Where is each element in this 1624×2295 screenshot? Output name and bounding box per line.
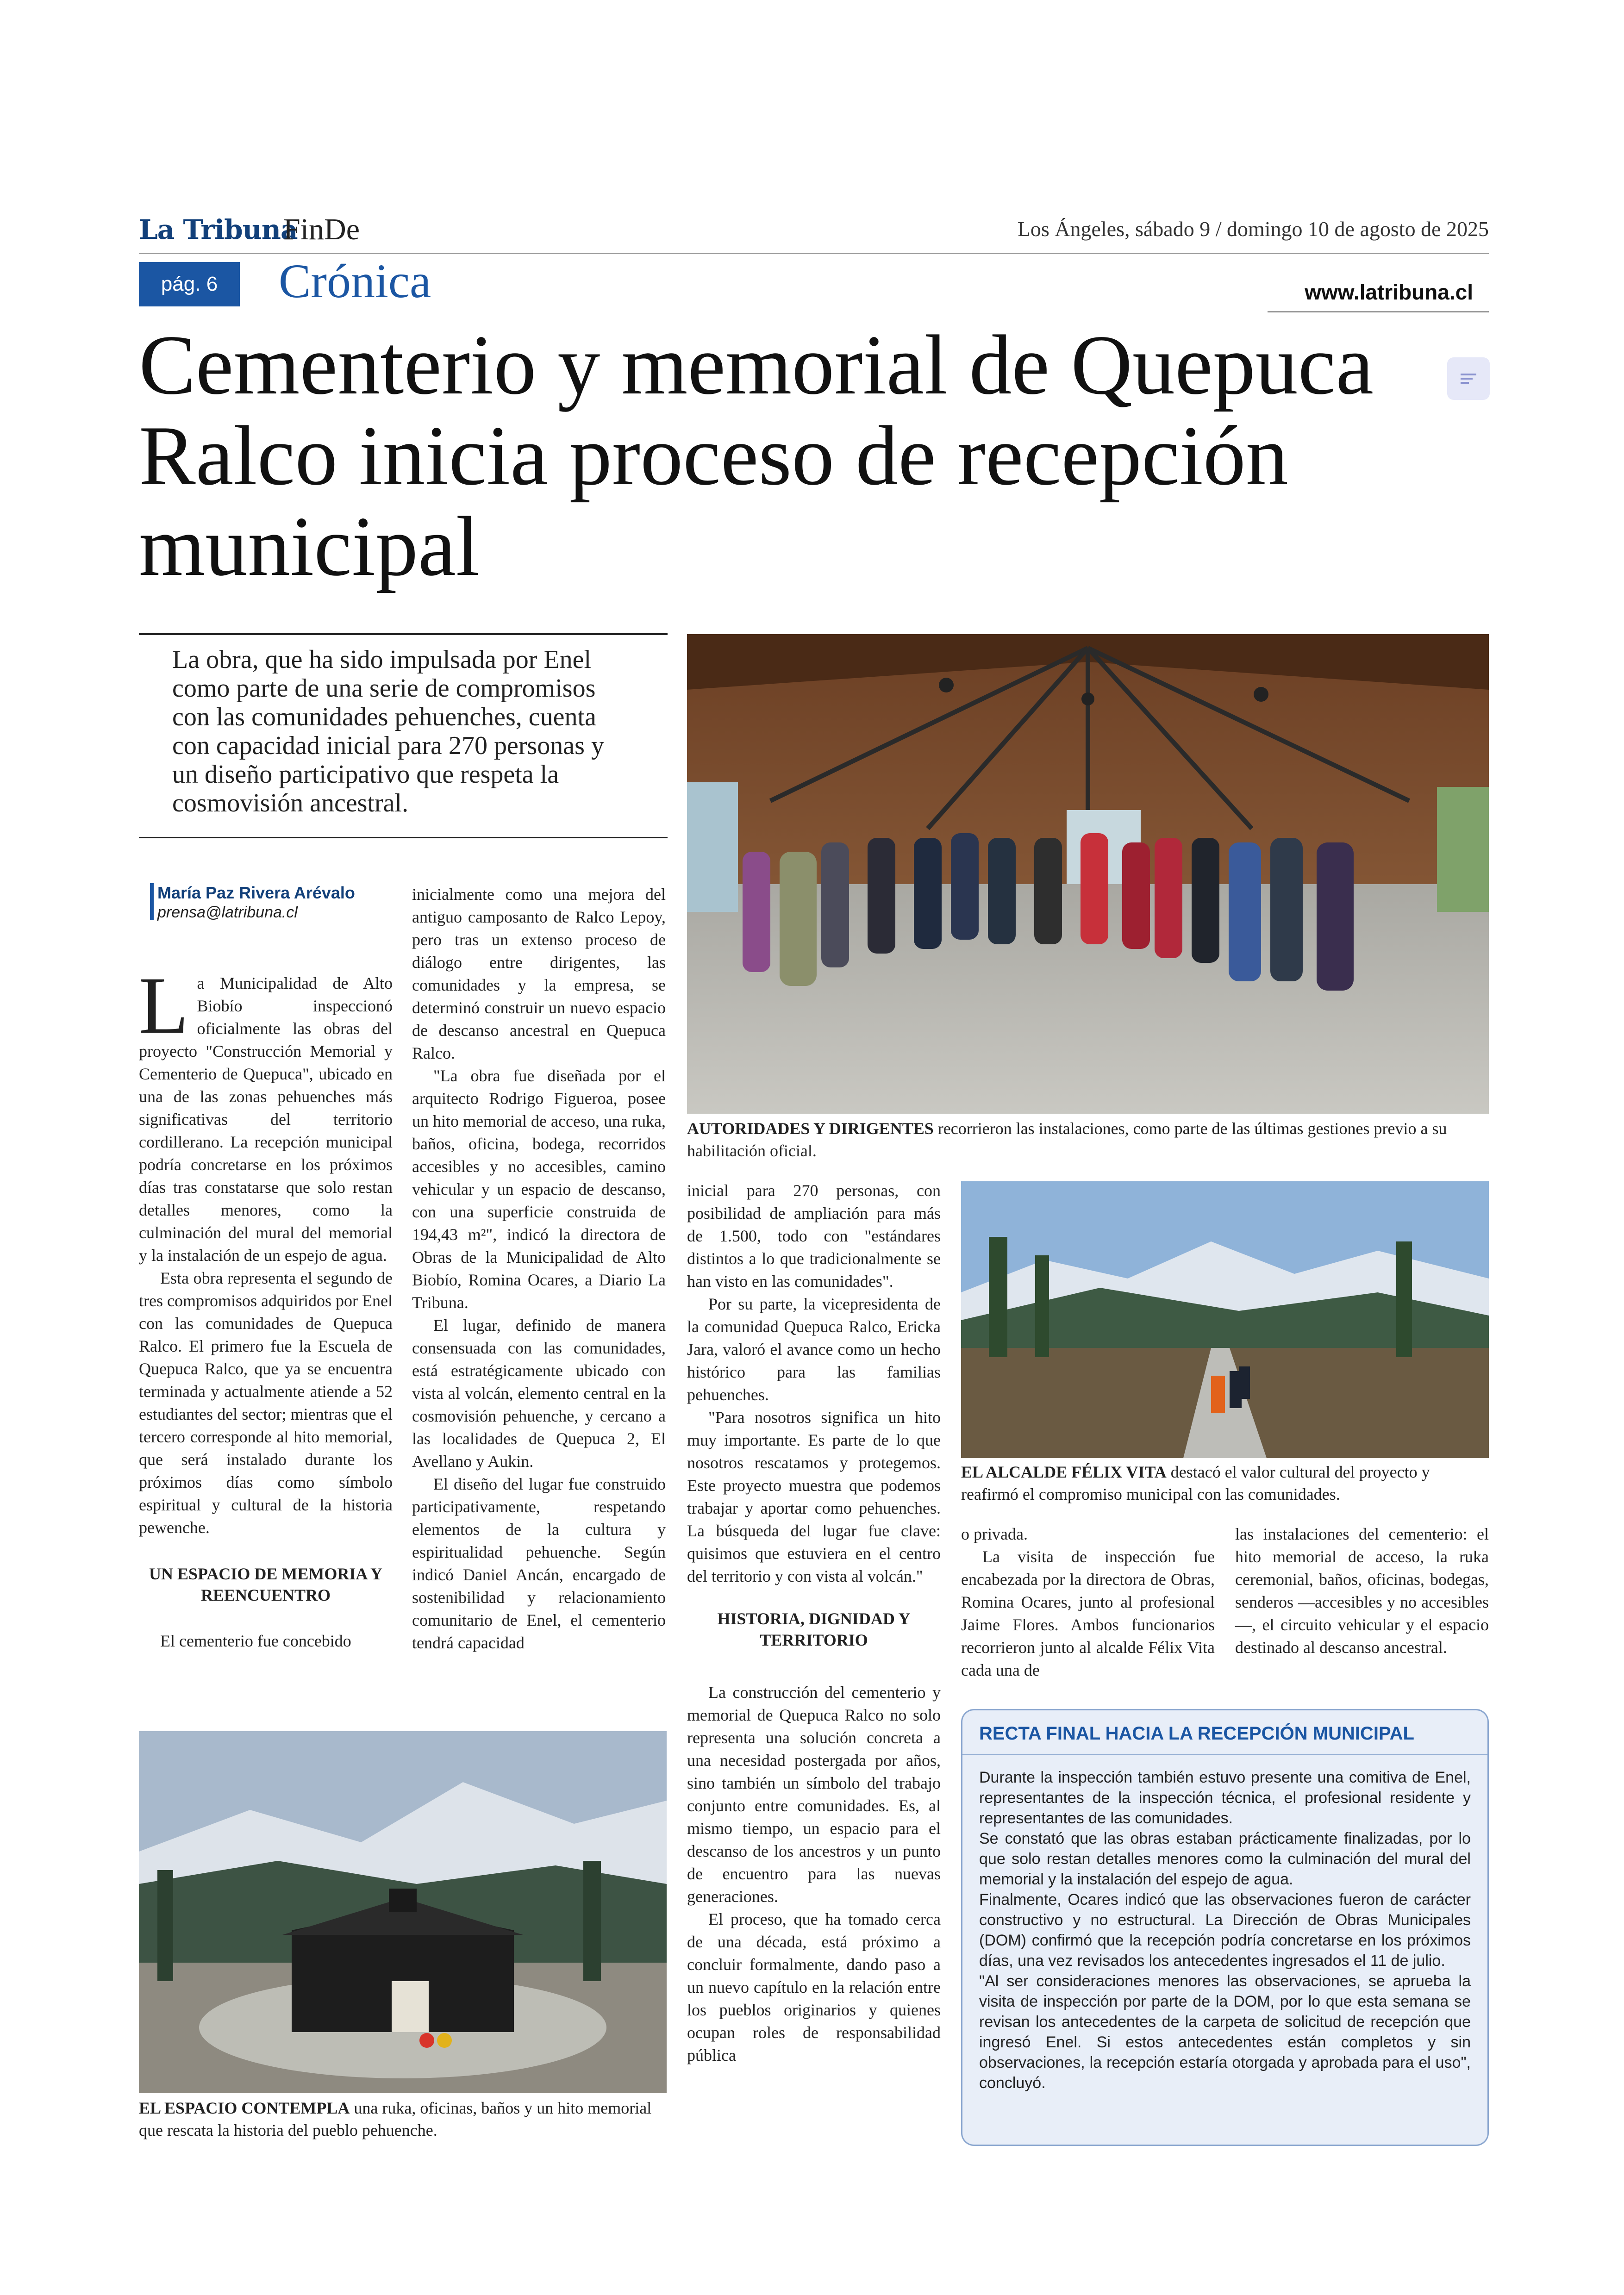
photo-ruka-exterior	[139, 1731, 667, 2093]
notes-icon[interactable]	[1447, 357, 1490, 400]
paragraph: El cementerio fue concebido	[160, 1632, 351, 1650]
subhead: HISTORIA, DIGNIDAD Y TERRITORIO	[717, 1609, 911, 1649]
paragraph: El diseño del lugar fue construido participativamente, respetando elementos de la cultura y espiritualidad pehuenche. Según indicó Daniel Ancán, encargado de sostenibilidad y relacionamiento comunitario de Enel, el cementerio tendrá capacidad	[412, 1475, 666, 1652]
paragraph: "La obra fue diseñada por el arquitecto Rodrigo Figueroa, posee un hito memorial de acceso, una ruka, baños, oficina, bodega, recorridos accesibles y no accesibles, camino vehicular y un espacio de descanso, con una superficie construida de 194,43 m²", indicó la directora de Obras de la Municipalidad de Alto Biobío, Romina Ocares, a Diario La Tribuna.	[412, 1066, 666, 1312]
paragraph: o privada.	[961, 1525, 1028, 1543]
sidebar-box	[961, 1709, 1489, 2146]
body-column-3	[687, 1179, 941, 2067]
byline-email[interactable]: prensa@latribuna.cl	[157, 904, 298, 921]
box-paragraph: Finalmente, Ocares indicó que las observaciones fueron de carácter constructivo y no estructural. La Dirección de Obras Municipales (DOM) confirmó que la recepción podría concretarse en los próximos días, una vez revisados los antecedentes ingresados el 11 de julio.	[979, 1891, 1471, 1970]
body-column-2	[412, 883, 666, 1654]
paragraph: inicialmente como una mejora del antiguo camposanto de Ralco Lepoy, pero tras un extenso proceso de diálogo entre dirigentes, las comunidades y la empresa, se determinó construir un nuevo espacio de descanso ancestral en Quepuca Ralco.	[412, 885, 666, 1062]
paragraph: La visita de inspección fue encabezada por la directora de Obras, Romina Ocares, junto al profesional Jaime Flores. Ambos funcionarios recorrieron junto al alcalde Félix Vita cada una de	[961, 1547, 1215, 1679]
box-divider	[962, 1754, 1487, 1755]
caption-ruka-photo: EL ESPACIO CONTEMPLA una ruka, oficinas, baños y un hito memorial que rescata la historia del pueblo pehuenche.	[139, 2099, 652, 2139]
deck-rule-bottom	[139, 837, 668, 838]
page-number-tag: pág. 6	[139, 262, 240, 306]
paragraph: a Municipalidad de Alto Biobío inspeccionó oficialmente las obras del proyecto "Construcción Memorial y Cementerio de Quepuca", ubicado en una de las zonas pehuenches más significativas del territorio cordillerano. La recepción municipal podría concretarse en los próximos días tras constatarse que solo restan detalles menores, como la culminación del mural del memorial y la instalación de un espejo de agua.	[139, 974, 393, 1265]
drop-cap: L	[139, 960, 189, 1051]
subhead: UN ESPACIO DE MEMORIA Y REENCUENTRO	[149, 1565, 383, 1604]
paragraph: La construcción del cementerio y memorial de Quepuca Ralco no solo representa una solución concreta a una necesidad postergada por años, sino también un símbolo del trabajo conjunto entre comunidades. Es, al mismo tiempo, un espacio para el descanso de los ancestros y un punto de encuentro para las nuevas generaciones.	[687, 1683, 941, 1906]
paragraph: Por su parte, la vicepresidenta de la comunidad Quepuca Ralco, Ericka Jara, valoró el avance como un hecho histórico para las familias pehuenches.	[687, 1295, 941, 1404]
byline-author: María Paz Rivera Arévalo	[157, 883, 355, 902]
website-link[interactable]: www.latribuna.cl	[1305, 280, 1473, 304]
box-paragraph: Durante la inspección también estuvo presente una comitiva de Enel, representantes de la inspección técnica, el profesional residente y representantes de las comunidades.	[979, 1769, 1471, 1827]
masthead-logo: La Tribuna	[139, 214, 298, 245]
caption-interior-photo: AUTORIDADES Y DIRIGENTES recorrieron las instalaciones, como parte de las últimas gestiones previo a su habilitación oficial.	[687, 1119, 1447, 1160]
byline-accent	[150, 883, 154, 920]
box-paragraph: "Al ser consideraciones menores las observaciones, se aprueba la visita de inspección por parte de la DOM, por lo que esta semana se revisan los antecedentes de la carpeta de solicitud de recepción que ingresó Enel. Si estos antecedentes están completos y sin observaciones, la recepción estaría otorgada y aprobada para el uso", concluyó.	[979, 1972, 1471, 2092]
caption-alcalde-photo: EL ALCALDE FÉLIX VITA destacó el valor cultural del proyecto y reafirmó el compromiso municipal con las comunidades.	[961, 1463, 1430, 1503]
paragraph: "Para nosotros significa un hito muy importante. Es parte de lo que nosotros rescatamos y protegemos. Este proyecto muestra que podemos trabajar y aportar como pehuenches. La búsqueda del lugar fue clave: quisimos que estuviera en el centro del territorio y con vista al volcán."	[687, 1408, 941, 1585]
photo-alcalde-path	[961, 1181, 1489, 1458]
website-rule	[1268, 311, 1489, 312]
supplement-name: FinDe	[283, 212, 360, 246]
section-title: Crónica	[279, 255, 431, 308]
box-title: RECTA FINAL HACIA LA RECEPCIÓN MUNICIPAL	[979, 1723, 1414, 1744]
deck-summary: La obra, que ha sido impulsada por Enel como parte de una serie de compromisos con las comunidades pehuenches, cuenta con capacidad inicial para 270 personas y un diseño participativo que respeta la cosmovisión ancestral.	[172, 645, 604, 817]
body-column-4	[961, 1523, 1215, 1682]
paragraph: Esta obra representa el segundo de tres compromisos adquiridos por Enel con las comunidades de Quepuca Ralco. El primero fue la Escuela de Quepuca Ralco, que ya se encuentra terminada y actualmente atiende a 52 estudiantes del sector; mientras que el tercero corresponde al hito memorial, que será instalado durante los próximos días como símbolo espiritual y cultural de la historia pewenche.	[139, 1269, 393, 1537]
box-paragraph: Se constató que las obras estaban prácticamente finalizadas, por lo que solo restan detalles menores como la culminación del mural del memorial y la instalación del espejo de agua.	[979, 1830, 1471, 1888]
photo-interior-ruka	[687, 634, 1489, 1114]
paragraph: El lugar, definido de manera consensuada con las comunidades, está estratégicamente ubicado con vista al volcán, elemento central en la cosmovisión pehuenche, y cercano a las localidades de Quepuca 2, El Avellano y Aukin.	[412, 1316, 666, 1471]
paragraph: las instalaciones del cementerio: el hito memorial de acceso, la ruka ceremonial, baños, oficinas, bodegas, senderos —accesibles y no accesibles—, el circuito vehicular y el espacio destinado al descanso ancestral.	[1235, 1525, 1489, 1657]
dateline: Los Ángeles, sábado 9 / domingo 10 de agosto de 2025	[1017, 217, 1489, 241]
deck-rule-top	[139, 633, 668, 635]
paragraph: El proceso, que ha tomado cerca de una década, está próximo a concluir formalmente, dando paso a un nuevo capítulo en la relación entre los pueblos originarios y quienes ocupan roles de responsabilidad pública	[687, 1910, 941, 2064]
paragraph: inicial para 270 personas, con posibilidad de ampliación para más de 1.500, todo con "estándares distintos a lo que tradicionalmente se han visto en las comunidades".	[687, 1181, 941, 1291]
body-column-1	[139, 960, 393, 1653]
body-column-5	[1235, 1523, 1489, 1659]
headline: Cementerio y memorial de Quepuca Ralco inicia proceso de recepción municipal	[139, 318, 1374, 593]
